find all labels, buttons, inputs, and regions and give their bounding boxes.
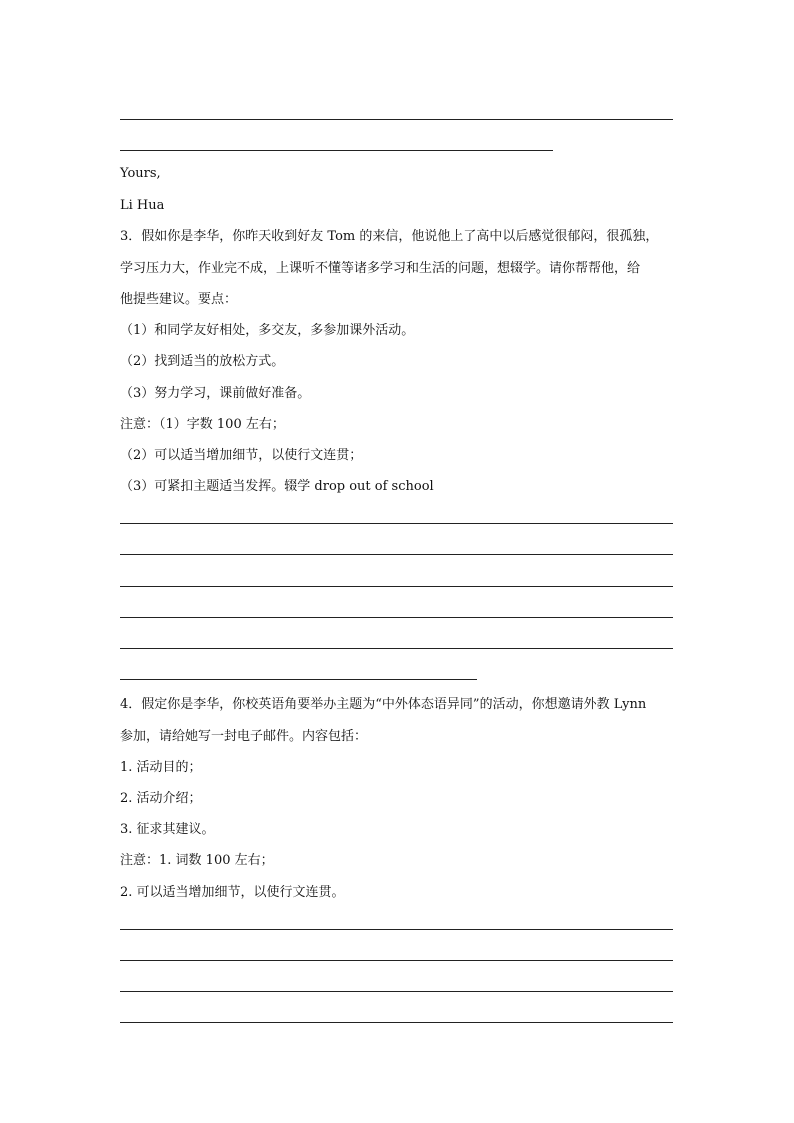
q3-point-3: （3）努力学习，课前做好准备。 — [120, 386, 311, 401]
q4-point-1: 1. 活动目的； — [120, 760, 202, 775]
answer-line — [120, 648, 673, 649]
q4-point-2: 2. 活动介绍； — [120, 791, 202, 806]
answer-line — [120, 991, 673, 992]
answer-line — [120, 554, 673, 555]
q3-note-3: （3）可紧扣主题适当发挥。辍学 drop out of school — [120, 479, 434, 494]
q4-note-2: 2. 可以适当增加细节，以使行文连贯。 — [120, 885, 345, 900]
answer-line — [120, 960, 673, 961]
answer-line — [120, 523, 673, 524]
q3-point-2: （2）找到适当的放松方式。 — [120, 354, 285, 369]
q3-line-3: 他提些建议。要点： — [120, 292, 238, 307]
answer-line-short — [120, 150, 553, 151]
q4-note-1: 注意：1. 词数 100 左右； — [120, 853, 274, 868]
closing-name: Li Hua — [120, 198, 165, 213]
q3-note-1: 注意：（1）字数 100 左右； — [120, 417, 285, 432]
answer-line — [120, 119, 673, 120]
answer-line — [120, 617, 673, 618]
q4-line-1: 4．假定你是李华，你校英语角要举办主题为“中外体态语异同”的活动，你想邀请外教 Lynn — [120, 697, 647, 712]
q3-note-2: （2）可以适当增加细节，以使行文连贯； — [120, 448, 363, 463]
answer-line — [120, 586, 673, 587]
closing-yours: Yours, — [120, 166, 161, 181]
q3-point-1: （1）和同学友好相处，多交友，多参加课外活动。 — [120, 323, 415, 338]
q3-line-1: 3．假如你是李华，你昨天收到好友 Tom 的来信，他说他上了高中以后感觉很郁闷，很孤独， — [120, 229, 659, 244]
q4-line-2: 参加，请给她写一封电子邮件。内容包括： — [120, 729, 368, 744]
q3-line-2: 学习压力大，作业完不成，上课听不懂等诸多学习和生活的问题，想辍学。请你帮帮他，给 — [120, 261, 641, 276]
answer-line — [120, 929, 673, 930]
answer-line — [120, 1022, 673, 1023]
q4-point-3: 3. 征求其建议。 — [120, 822, 215, 837]
answer-line-short — [120, 679, 477, 680]
